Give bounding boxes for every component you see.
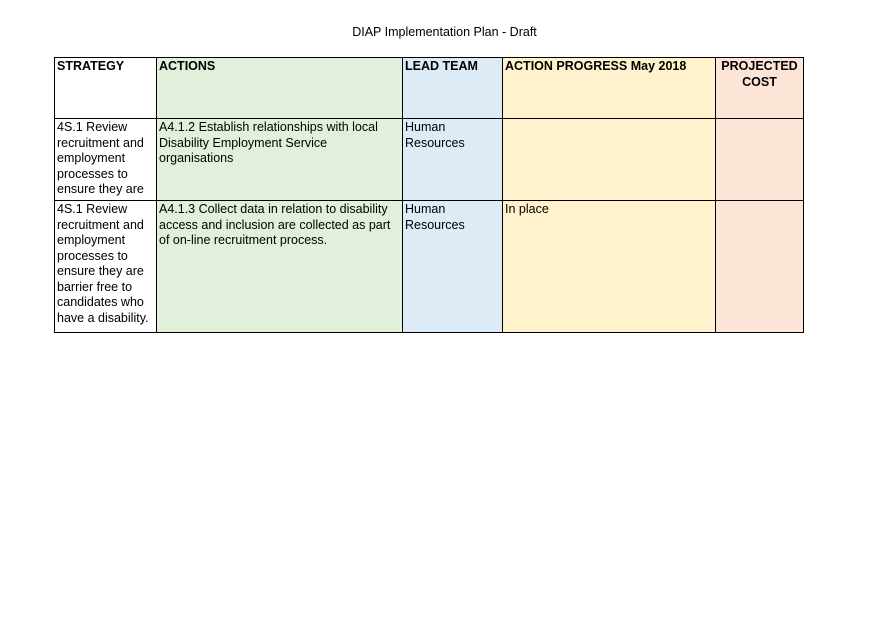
table-row bbox=[55, 201, 804, 333]
header-strategy: STRATEGY bbox=[55, 58, 157, 119]
table-header-row bbox=[55, 58, 804, 119]
cell-actions: A4.1.2 Establish relationships with local Disability Employment Service organisations bbox=[157, 119, 403, 201]
header-action-progress: ACTION PROGRESS May 2018 bbox=[503, 58, 716, 119]
header-projected-cost: PROJECTED COST bbox=[716, 58, 804, 119]
cell-projected-cost bbox=[716, 201, 804, 333]
cell-projected-cost bbox=[716, 119, 804, 201]
cell-action-progress: In place bbox=[503, 201, 716, 333]
cell-action-progress bbox=[503, 119, 716, 201]
cell-strategy-text: 4S.1 Review recruitment and employment processes to ensure they are bbox=[57, 120, 144, 196]
cell-actions: A4.1.3 Collect data in relation to disability access and inclusion are collected as part of on-line recruitment process. bbox=[157, 201, 403, 333]
cell-strategy bbox=[55, 119, 157, 201]
page-title: DIAP Implementation Plan - Draft bbox=[352, 25, 537, 39]
header-actions: ACTIONS bbox=[157, 58, 403, 119]
cell-strategy: 4S.1 Review recruitment and employment processes to ensure they are barrier free to candidates who have a disability. bbox=[55, 201, 157, 333]
table-row bbox=[55, 119, 804, 201]
implementation-plan-table bbox=[54, 57, 804, 333]
header-lead-team: LEAD TEAM bbox=[403, 58, 503, 119]
cell-lead-team: Human Resources bbox=[403, 119, 503, 201]
cell-lead-team: Human Resources bbox=[403, 201, 503, 333]
